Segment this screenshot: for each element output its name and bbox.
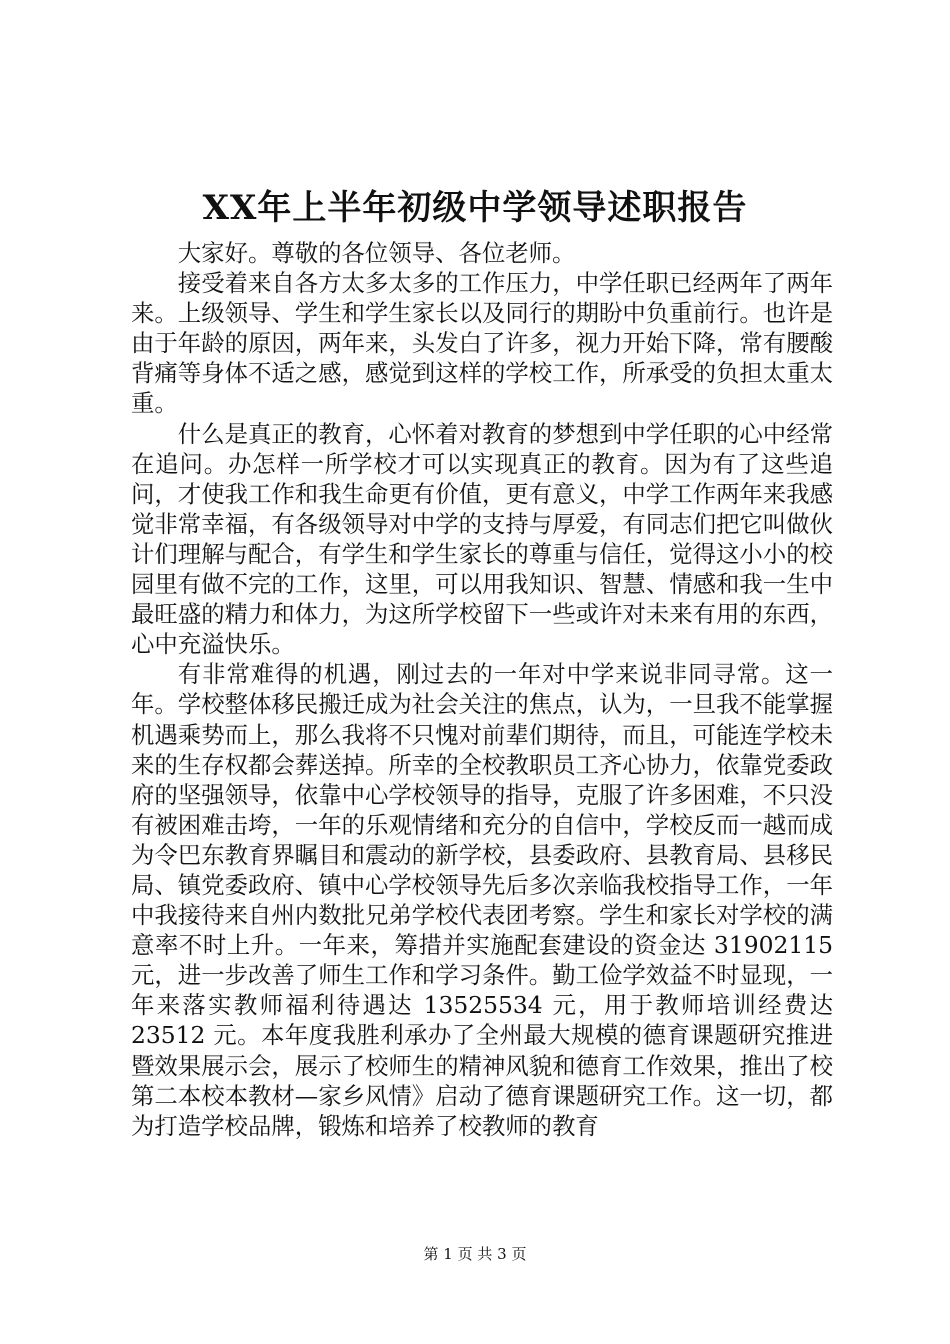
paragraph-true-education: 什么是真正的教育，心怀着对教育的梦想到中学任职的心中经常在追问。办怎样一所学校才可以实现真正的教育。因为有了这些追问，才使我工作和我生命更有价值，更有意义，中学工作两年来我感觉非常幸福，有各级领导对中学的支持与厚爱，有同志们把它叫做伙计们理解与配合，有学生和学生家长的尊重与信任，觉得这小小的校园里有做不完的工作，这里，可以用我知识、智慧、情感和我一生中最旺盛的精力和体力，为这所学校留下一些或许对未来有用的东西，心中充溢快乐。 — [131, 419, 833, 659]
paragraph-pressure: 接受着来自各方太多太多的工作压力，中学任职已经两年了两年来。上级领导、学生和学生家长以及同行的期盼中负重前行。也许是由于年龄的原因，两年来，头发白了许多，视力开始下降，常有腰酸背痛等身体不适之感，感觉到这样的学校工作，所承受的负担太重太重。 — [131, 269, 833, 418]
paragraph-opportunity: 有非常难得的机遇，刚过去的一年对中学来说非同寻常。这一年。学校整体移民搬迁成为社会关注的焦点，认为，一旦我不能掌握机遇乘势而上，那么我将不只愧对前辈们期待，而且，可能连学校未来的生存权都会葬送掉。所幸的全校教职员工齐心协力，依靠党委政府的坚强领导，依靠中心学校领导的指导，克服了许多困难，不只没有被困难击垮，一年的乐观情绪和充分的自信中，学校反而一越而成为令巴东教育界瞩目和震动的新学校，县委政府、县教育局、县移民局、镇党委政府、镇中心学校领导先后多次亲临我校指导工作，一年中我接待来自州内数批兄弟学校代表团考察。学生和家长对学校的满意率不时上升。一年来，筹措并实施配套建设的资金达 31902115 元，进一步改善了师生工作和学习条件。勤工俭学效益不时显现，一年来落实教师福利待遇达 13525534 元，用于教师培训经费达 23512 元。本年度我胜利承办了全州最大规模的德育课题研究推进暨效果展示会，展示了校师生的精神风貌和德育工作效果，推出了校第二本校本教材—家乡风情》启动了德育课题研究工作。这一切，都为打造学校品牌，锻炼和培养了校教师的教育 — [131, 660, 833, 1140]
page-footer: 第 1 页 共 3 页 — [423, 1245, 527, 1263]
document-body — [131, 238, 833, 1141]
paragraph-greeting: 大家好。尊敬的各位领导、各位老师。 — [177, 239, 576, 267]
document-title: XX年上半年初级中学领导述职报告 — [202, 188, 748, 228]
